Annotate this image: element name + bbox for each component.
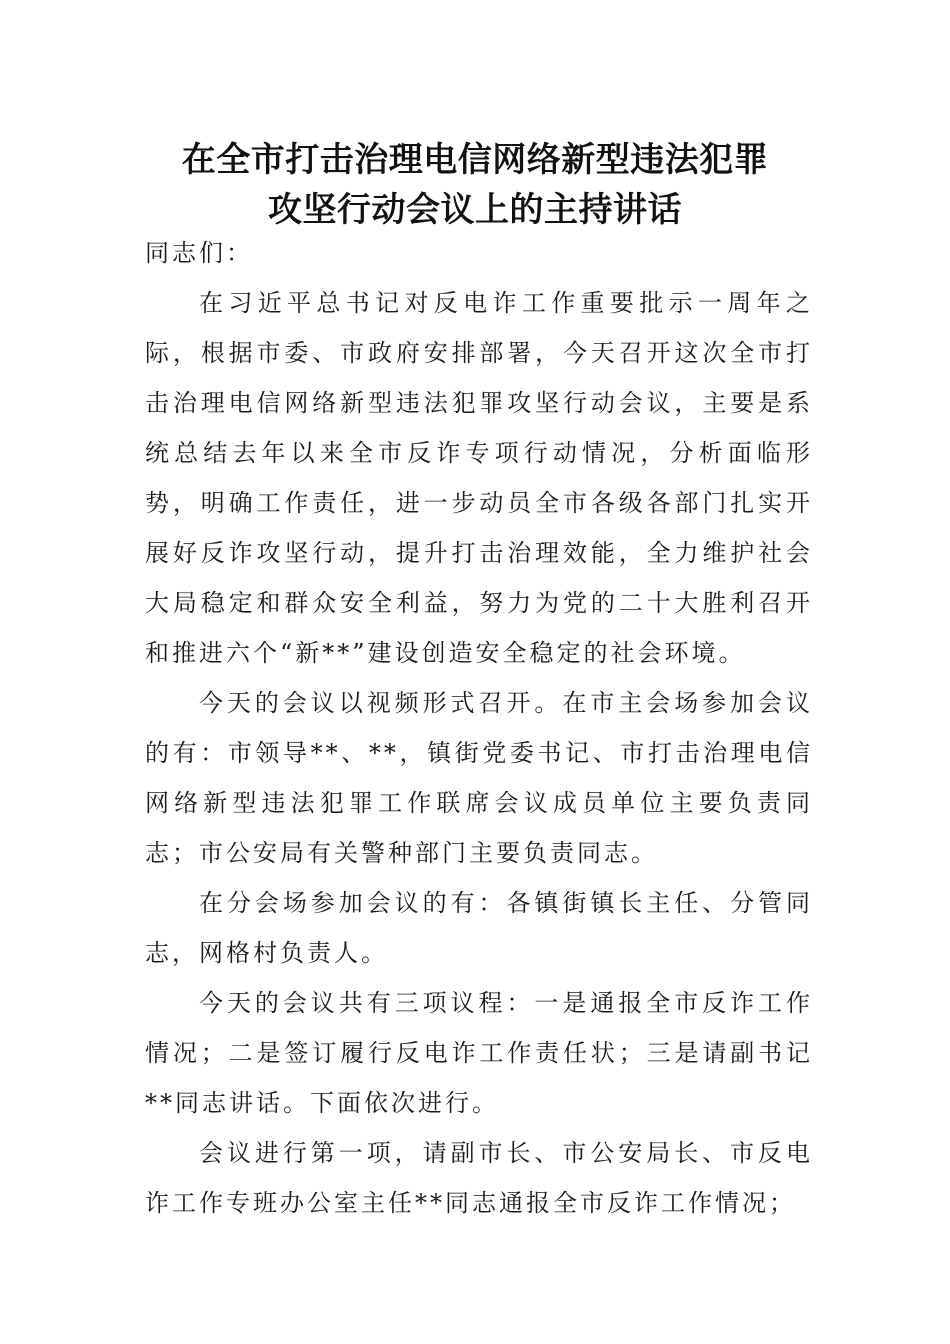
document-title-line-1: 在全市打击治理电信网络新型违法犯罪: [181, 140, 769, 180]
paragraph-5: 会议进行第一项，请副市长、市公安局长、市反电诈工作专班办公室主任**同志通报全市反诈工作情况；: [145, 1139, 813, 1217]
paragraph-1: 在习近平总书记对反电诈工作重要批示一周年之际，根据市委、市政府安排部署，今天召开这次全市打击治理电信网络新型违法犯罪攻坚行动会议，主要是系统总结去年以来全市反诈专项行动情况，分析面临形势，明确工作责任，进一步动员全市各级各部门扎实开展好反诈攻坚行动，提升打击治理效能，全力维护社会大局稳定和群众安全利益，努力为党的二十大胜利召开和推进六个“新**”建设创造安全稳定的社会环境。: [145, 289, 813, 667]
document-title-line-2: 攻坚行动会议上的主持讲话: [268, 190, 682, 230]
salutation: 同志们：: [145, 239, 253, 267]
paragraph-4: 今天的会议共有三项议程：一是通报全市反诈工作情况；二是签订履行反电诈工作责任状；三是请副书记**同志讲话。下面依次进行。: [145, 989, 813, 1117]
document-body: [145, 228, 813, 1228]
paragraph-3: 在分会场参加会议的有：各镇街镇长主任、分管同志，网格村负责人。: [145, 889, 813, 967]
paragraph-2: 今天的会议以视频形式召开。在市主会场参加会议的有：市领导**、**，镇街党委书记、市打击治理电信网络新型违法犯罪工作联席会议成员单位主要负责同志；市公安局有关警种部门主要负责同志。: [145, 689, 813, 867]
